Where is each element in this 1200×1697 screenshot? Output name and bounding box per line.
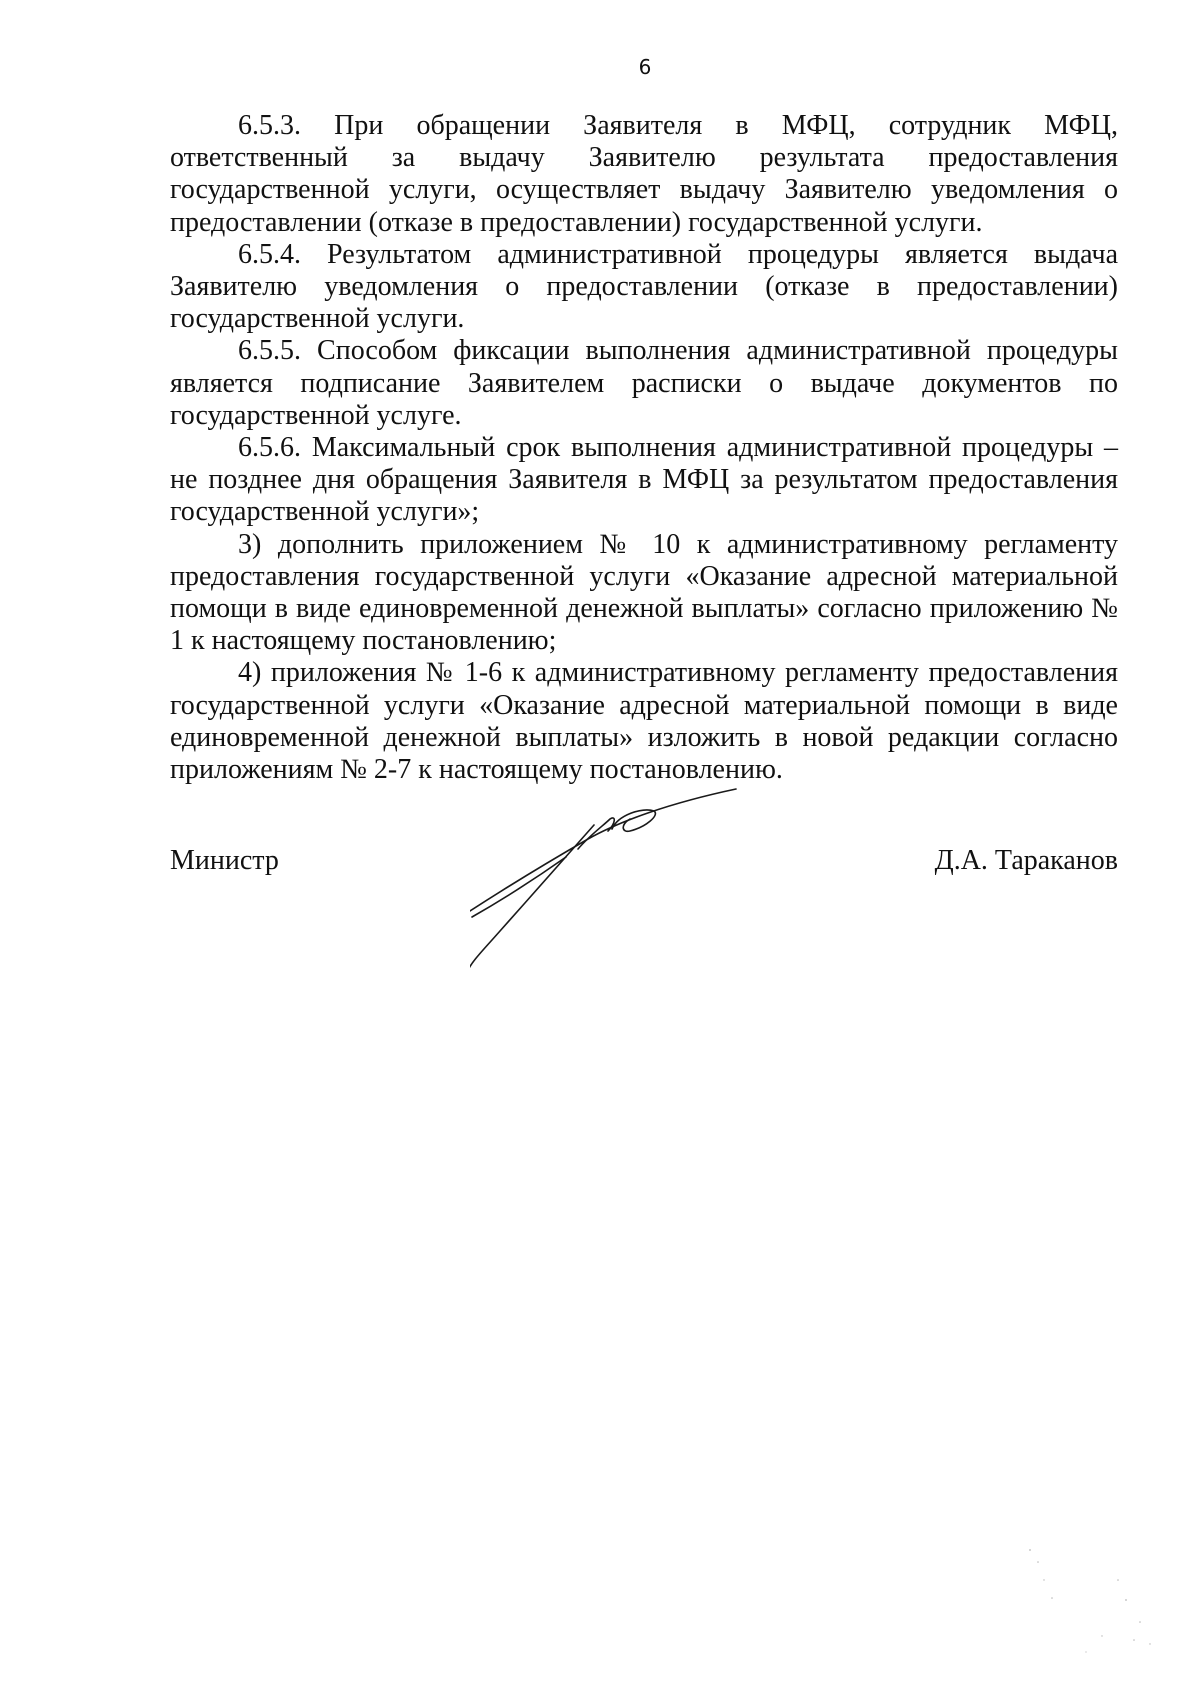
paragraph-6-5-5: 6.5.5. Способом фиксации выполнения административной процедуры является подписание Заявителем расписки о выдаче документов по государственной услуге. — [170, 335, 1118, 431]
signatory-name: Д.А. Тараканов — [934, 845, 1118, 876]
paragraph-6-5-4: 6.5.4. Результатом административной процедуры является выдача Заявителю уведомления о предоставлении (отказе в предоставлении) государственной услуги. — [170, 238, 1118, 335]
handwritten-signature — [470, 785, 740, 970]
paragraph-6-5-6: 6.5.6. Максимальный срок выполнения административной процедуры – не позднее дня обращения Заявителя в МФЦ за результатом предоставления государственной услуги»; — [170, 432, 1118, 528]
page-number: 6 — [638, 55, 652, 79]
scan-specks — [1000, 1540, 1170, 1670]
signatory-title: Министр — [170, 845, 279, 876]
paragraph-item-3: 3) дополнить приложением № 10 к административному регламенту предоставления государственной услуги «Оказание адресной материальной помощи в виде единовременной денежной выплаты» согласно приложению № 1 к настоящему постановлению; — [170, 528, 1118, 657]
paragraph-item-4: 4) приложения № 1-6 к административному регламенту предоставления государственной услуги «Оказание адресной материальной помощи в виде единовременной денежной выплаты» изложить в новой редакции согласно приложениям № 2-7 к настоящему постановлению. — [170, 657, 1118, 786]
document-body — [170, 110, 1118, 786]
paragraph-6-5-3: 6.5.3. При обращении Заявителя в МФЦ, сотрудник МФЦ, ответственный за выдачу Заявителю результата предоставления государственной услуги, осуществляет выдачу Заявителю уведомления о предоставлении (отказе в предоставлении) государственной услуги. — [170, 110, 1118, 238]
